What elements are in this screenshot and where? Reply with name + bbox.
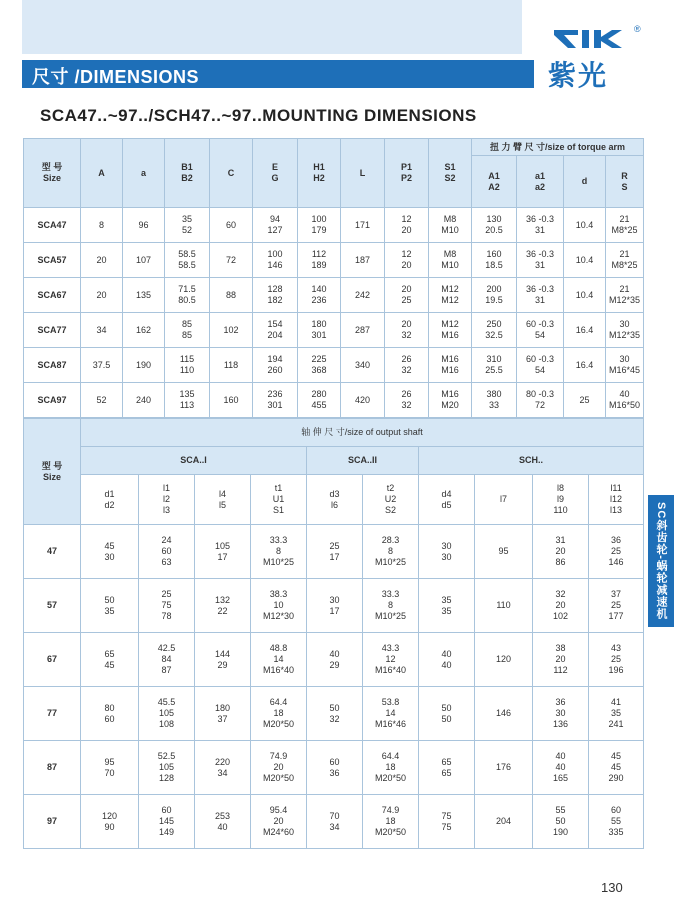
table-cell: 107 (123, 243, 165, 278)
table-cell: 190 (123, 348, 165, 383)
table-cell: 88 (210, 278, 253, 313)
table-cell: 55 50 190 (533, 795, 589, 849)
table-cell: 120 90 (81, 795, 139, 849)
table-cell: M8 M10 (429, 243, 472, 278)
table-cell: 100 146 (253, 243, 298, 278)
table-cell: 40 40 165 (533, 741, 589, 795)
table-cell: 24 60 63 (139, 525, 195, 579)
table-cell: 80 60 (81, 687, 139, 741)
table-cell: 60 -0.3 54 (517, 348, 564, 383)
row-model: 67 (24, 633, 81, 687)
col-header: d3 l6 (307, 475, 363, 525)
group-header-sca-i: SCA..I (81, 447, 307, 475)
table-cell: 64.4 18 M20*50 (251, 687, 307, 741)
table-cell: 65 45 (81, 633, 139, 687)
table-cell: 26 32 (385, 383, 429, 418)
table-cell: 33.3 8 M10*25 (251, 525, 307, 579)
group-header-sca-ii: SCA..II (307, 447, 419, 475)
table-cell: 35 52 (165, 208, 210, 243)
col-header: a1 a2 (517, 156, 564, 208)
table-cell: 50 35 (81, 579, 139, 633)
row-model: 77 (24, 687, 81, 741)
table-cell: 40 29 (307, 633, 363, 687)
table-cell: 94 127 (253, 208, 298, 243)
table-cell: 115 110 (165, 348, 210, 383)
table-cell: 40 M16*50 (606, 383, 644, 418)
row-model: SCA97 (24, 383, 81, 418)
table-cell: 135 (123, 278, 165, 313)
table-cell: 240 (123, 383, 165, 418)
table-cell: 30 M16*45 (606, 348, 644, 383)
table-cell: 70 34 (307, 795, 363, 849)
table-cell: 110 (475, 579, 533, 633)
table-cell: M12 M12 (429, 278, 472, 313)
col-header: E G (253, 139, 298, 208)
row-model: SCA87 (24, 348, 81, 383)
table-cell: 95.4 20 M24*60 (251, 795, 307, 849)
col-header: A1 A2 (472, 156, 517, 208)
table-cell: 95 70 (81, 741, 139, 795)
table-cell: 65 65 (419, 741, 475, 795)
table-cell: 36 -0.3 31 (517, 243, 564, 278)
table-cell: M12 M16 (429, 313, 472, 348)
model-header: 型 号 Size (24, 419, 81, 525)
section-title-bar (22, 60, 534, 88)
col-header: L (341, 139, 385, 208)
table-cell: 60 55 335 (589, 795, 644, 849)
table-cell: 236 301 (253, 383, 298, 418)
table-cell: 64.4 18 M20*50 (363, 741, 419, 795)
row-model: 47 (24, 525, 81, 579)
table-row (24, 525, 644, 579)
col-header: l8 l9 110 (533, 475, 589, 525)
table-cell: 253 40 (195, 795, 251, 849)
table-cell: M16 M16 (429, 348, 472, 383)
table-cell: 42.5 84 87 (139, 633, 195, 687)
logo-chinese-name: 紫光 (548, 59, 609, 92)
table-cell: 40 40 (419, 633, 475, 687)
table-cell: 38.3 10 M12*30 (251, 579, 307, 633)
table-cell: 74.9 18 M20*50 (363, 795, 419, 849)
table-cell: M16 M20 (429, 383, 472, 418)
table-cell: 43 25 196 (589, 633, 644, 687)
table-cell: 31 20 86 (533, 525, 589, 579)
table-cell: 144 29 (195, 633, 251, 687)
table-row (24, 687, 644, 741)
table-row (24, 243, 644, 278)
table-cell: 72 (210, 243, 253, 278)
table-cell: 75 75 (419, 795, 475, 849)
table-cell: 21 M8*25 (606, 243, 644, 278)
table-cell: 21 M8*25 (606, 208, 644, 243)
table-cell: 60 145 149 (139, 795, 195, 849)
mounting-dimensions-table (23, 138, 644, 418)
table-cell: 60 36 (307, 741, 363, 795)
table-cell: 176 (475, 741, 533, 795)
col-header: C (210, 139, 253, 208)
col-header: l11 l12 l13 (589, 475, 644, 525)
table-cell: 21 M12*35 (606, 278, 644, 313)
table-cell: 204 (475, 795, 533, 849)
table-cell: 30 17 (307, 579, 363, 633)
table-cell: 25 75 78 (139, 579, 195, 633)
page-subtitle: SCA47..~97../SCH47..~97..MOUNTING DIMENSIONS (40, 106, 477, 125)
table-cell: 33.3 8 M10*25 (363, 579, 419, 633)
table-row (24, 348, 644, 383)
table-cell: 102 (210, 313, 253, 348)
table-cell: 162 (123, 313, 165, 348)
col-header: l4 l5 (195, 475, 251, 525)
col-header: R S (606, 156, 644, 208)
table-cell: 52 (81, 383, 123, 418)
table-cell: 112 189 (298, 243, 341, 278)
table-cell: M8 M10 (429, 208, 472, 243)
table-cell: 140 236 (298, 278, 341, 313)
table-cell: 74.9 20 M20*50 (251, 741, 307, 795)
table-cell: 60 (210, 208, 253, 243)
table-cell: 12 20 (385, 243, 429, 278)
category-side-tab[interactable]: SC斜齿轮-蜗轮减速机 (648, 495, 674, 627)
col-header: a (123, 139, 165, 208)
table-cell: 36 -0.3 31 (517, 278, 564, 313)
table-row (24, 383, 644, 418)
table-cell: 30 30 (419, 525, 475, 579)
table-cell: 37.5 (81, 348, 123, 383)
row-model: SCA47 (24, 208, 81, 243)
table-row (24, 278, 644, 313)
table-cell: 45 45 290 (589, 741, 644, 795)
table-cell: 34 (81, 313, 123, 348)
col-header: S1 S2 (429, 139, 472, 208)
table-cell: 20 25 (385, 278, 429, 313)
col-header: d4 d5 (419, 475, 475, 525)
table-cell: 95 (475, 525, 533, 579)
table-cell: 20 (81, 278, 123, 313)
table-cell: 220 34 (195, 741, 251, 795)
table-cell: 120 (475, 633, 533, 687)
table-cell: 180 301 (298, 313, 341, 348)
col-header: H1 H2 (298, 139, 341, 208)
section-title: 尺寸 /DIMENSIONS (32, 67, 200, 87)
table-cell: 53.8 14 M16*46 (363, 687, 419, 741)
table-cell: 35 35 (419, 579, 475, 633)
table-cell: 100 179 (298, 208, 341, 243)
table-cell: 50 50 (419, 687, 475, 741)
table-cell: 80 -0.3 72 (517, 383, 564, 418)
table-cell: 85 85 (165, 313, 210, 348)
table-cell: 25 (564, 383, 606, 418)
table-cell: 96 (123, 208, 165, 243)
table-cell: 36 -0.3 31 (517, 208, 564, 243)
table-cell: 41 35 241 (589, 687, 644, 741)
table-cell: 36 25 146 (589, 525, 644, 579)
col-header: l1 l2 l3 (139, 475, 195, 525)
table-cell: 50 32 (307, 687, 363, 741)
table-cell: 10.4 (564, 208, 606, 243)
table-cell: 16.4 (564, 348, 606, 383)
table-row (24, 795, 644, 849)
table-cell: 160 (210, 383, 253, 418)
table-cell: 160 18.5 (472, 243, 517, 278)
output-shaft-table (23, 418, 644, 849)
table-cell: 60 -0.3 54 (517, 313, 564, 348)
table-cell: 38 20 112 (533, 633, 589, 687)
col-header: l7 (475, 475, 533, 525)
col-header: t1 U1 S1 (251, 475, 307, 525)
table-cell: 20 (81, 243, 123, 278)
table-cell: 12 20 (385, 208, 429, 243)
table-cell: 36 30 136 (533, 687, 589, 741)
table-cell: 48.8 14 M16*40 (251, 633, 307, 687)
table-row (24, 579, 644, 633)
table-cell: 200 19.5 (472, 278, 517, 313)
table-cell: 250 32.5 (472, 313, 517, 348)
table-cell: 71.5 80.5 (165, 278, 210, 313)
row-model: 87 (24, 741, 81, 795)
col-header: B1 B2 (165, 139, 210, 208)
table-cell: 58.5 58.5 (165, 243, 210, 278)
table-row (24, 633, 644, 687)
col-header: d1 d2 (81, 475, 139, 525)
table-cell: 30 M12*35 (606, 313, 644, 348)
torque-arm-header: 扭 力 臂 尺 寸/size of torque arm (472, 139, 644, 156)
brand-logo (540, 22, 650, 92)
table-cell: 28.3 8 M10*25 (363, 525, 419, 579)
table-cell: 380 33 (472, 383, 517, 418)
table-cell: 132 22 (195, 579, 251, 633)
page-number: 130 (601, 880, 623, 895)
col-header: t2 U2 S2 (363, 475, 419, 525)
group-header-sch: SCH.. (419, 447, 644, 475)
table-cell: 37 25 177 (589, 579, 644, 633)
table-cell: 16.4 (564, 313, 606, 348)
table-cell: 118 (210, 348, 253, 383)
table-cell: 43.3 12 M16*40 (363, 633, 419, 687)
table-row (24, 741, 644, 795)
row-model: 97 (24, 795, 81, 849)
table-cell: 171 (341, 208, 385, 243)
table-cell: 128 182 (253, 278, 298, 313)
row-model: 57 (24, 579, 81, 633)
table-cell: 45 30 (81, 525, 139, 579)
logo-mark-icon (552, 28, 632, 50)
table-cell: 52.5 105 128 (139, 741, 195, 795)
col-header: A (81, 139, 123, 208)
table-cell: 105 17 (195, 525, 251, 579)
table-cell: 280 455 (298, 383, 341, 418)
table-cell: 26 32 (385, 348, 429, 383)
table-cell: 242 (341, 278, 385, 313)
col-header: P1 P2 (385, 139, 429, 208)
table-cell: 310 25.5 (472, 348, 517, 383)
table-cell: 25 17 (307, 525, 363, 579)
registered-mark: ® (634, 24, 641, 34)
table-cell: 287 (341, 313, 385, 348)
table-cell: 340 (341, 348, 385, 383)
model-header: 型 号 Size (24, 139, 81, 208)
table-cell: 194 260 (253, 348, 298, 383)
table-cell: 8 (81, 208, 123, 243)
table-row (24, 208, 644, 243)
table-cell: 180 37 (195, 687, 251, 741)
header-band (22, 0, 522, 54)
table-cell: 154 204 (253, 313, 298, 348)
row-model: SCA77 (24, 313, 81, 348)
output-shaft-header: 轴 伸 尺 寸/size of output shaft (81, 419, 644, 447)
table-cell: 187 (341, 243, 385, 278)
table-cell: 135 113 (165, 383, 210, 418)
table-cell: 10.4 (564, 243, 606, 278)
table-cell: 45.5 105 108 (139, 687, 195, 741)
col-header: d (564, 156, 606, 208)
row-model: SCA67 (24, 278, 81, 313)
table-row (24, 313, 644, 348)
table-cell: 130 20.5 (472, 208, 517, 243)
table-cell: 32 20 102 (533, 579, 589, 633)
table-cell: 420 (341, 383, 385, 418)
table-cell: 146 (475, 687, 533, 741)
table-cell: 10.4 (564, 278, 606, 313)
row-model: SCA57 (24, 243, 81, 278)
table-cell: 225 368 (298, 348, 341, 383)
table-cell: 20 32 (385, 313, 429, 348)
